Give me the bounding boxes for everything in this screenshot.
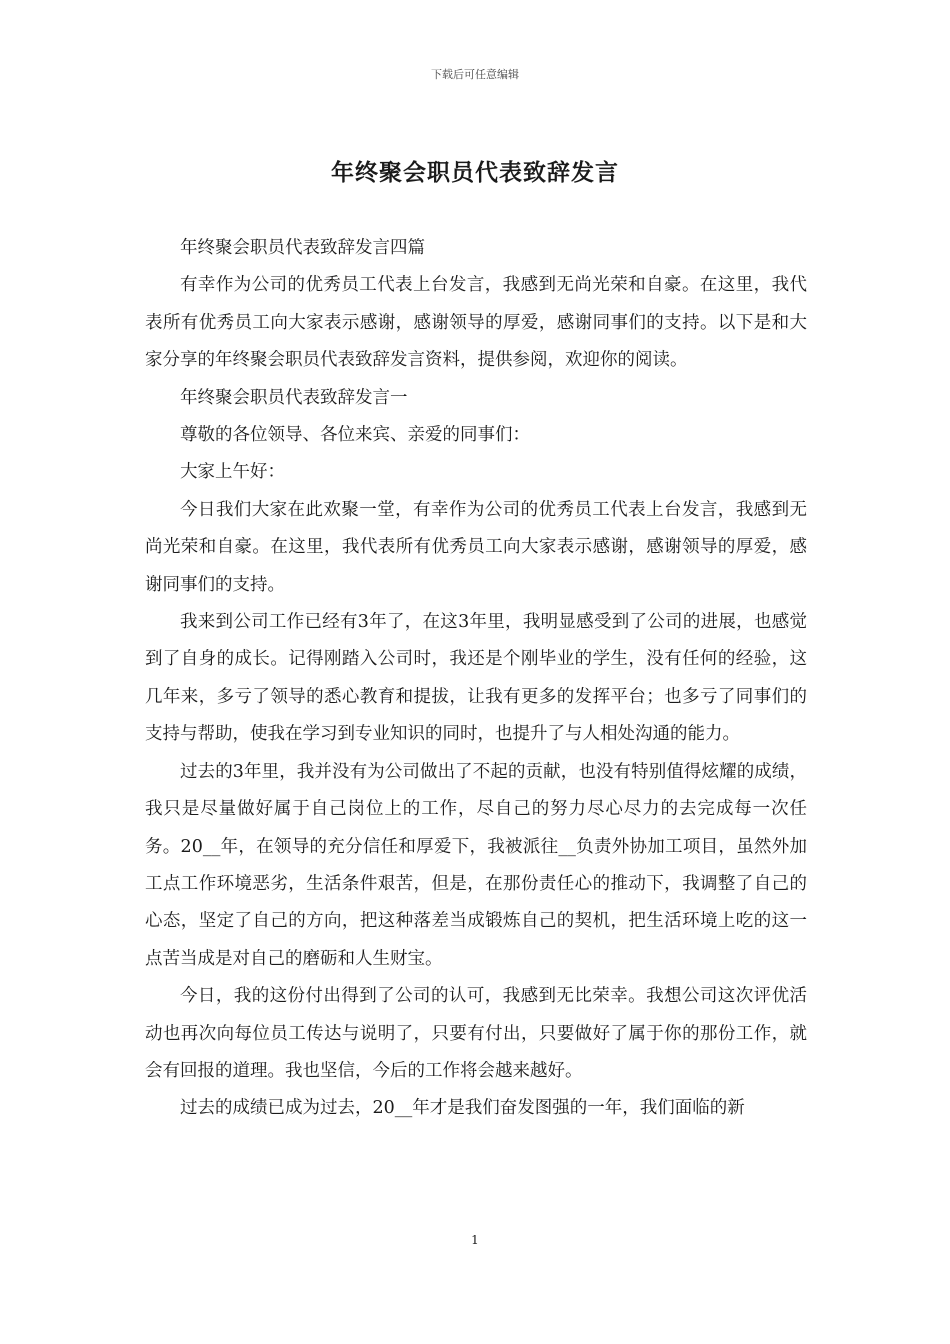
paragraph: 有幸作为公司的优秀员工代表上台发言，我感到无尚光荣和自豪。在这里，我代表所有优秀员工向大家表示感谢，感谢领导的厚爱，感谢同事们的支持。以下是和大家分享的年终聚会职员代表致辞发言资料，提供参阅，欢迎你的阅读。	[145, 275, 807, 371]
paragraph: 尊敬的各位领导、各位来宾、亲爱的同事们：	[180, 425, 530, 446]
paragraph: 我来到公司工作已经有3年了，在这3年里，我明显感受到了公司的进展，也感觉到了自身的成长。记得刚踏入公司时，我还是个刚毕业的学生，没有任何的经验，这几年来，多亏了领导的悉心教育和提拔，让我有更多的发挥平台；也多亏了同事们的支持与帮助，使我在学习到专业知识的同时，也提升了与人相处沟通的能力。	[145, 612, 807, 745]
paragraph: 过去的成绩已成为过去，20__年才是我们奋发图强的一年，我们面临的新	[180, 1098, 745, 1119]
document-title: 年终聚会职员代表致辞发言	[331, 159, 619, 186]
header-note: 下载后可任意编辑	[431, 68, 519, 81]
paragraph: 今日，我的这份付出得到了公司的认可，我感到无比荣幸。我想公司这次评优活动也再次向每位员工传达与说明了，只要有付出，只要做好了属于你的那份工作，就会有回报的道理。我也坚信，今后的工作将会越来越好。	[145, 986, 807, 1081]
paragraph: 过去的3年里，我并没有为公司做出了不起的贡献，也没有特别值得炫耀的成绩，我只是尽量做好属于自己岗位上的工作，尽自己的努力尽心尽力的去完成每一次任务。20__年，在领导的充分信任和厚爱下，我被派往__负责外协加工项目，虽然外加工点工作环境恶劣，生活条件艰苦，但是，在那份责任心的推动下，我调整了自己的心态，坚定了自己的方向，把这种落差当成锻炼自己的契机，把生活环境上吃的这一点苦当成是对自己的磨砺和人生财宝。	[145, 761, 807, 969]
paragraph: 年终聚会职员代表致辞发言一	[180, 387, 408, 408]
page-number: 1	[471, 1233, 479, 1247]
paragraph: 大家上午好：	[180, 462, 285, 483]
paragraph: 今日我们大家在此欢聚一堂，有幸作为公司的优秀员工代表上台发言，我感到无尚光荣和自豪。在这里，我代表所有优秀员工向大家表示感谢，感谢领导的厚爱，感谢同事们的支持。	[145, 499, 807, 595]
paragraph: 年终聚会职员代表致辞发言四篇	[180, 238, 425, 258]
document-body	[145, 230, 807, 1128]
